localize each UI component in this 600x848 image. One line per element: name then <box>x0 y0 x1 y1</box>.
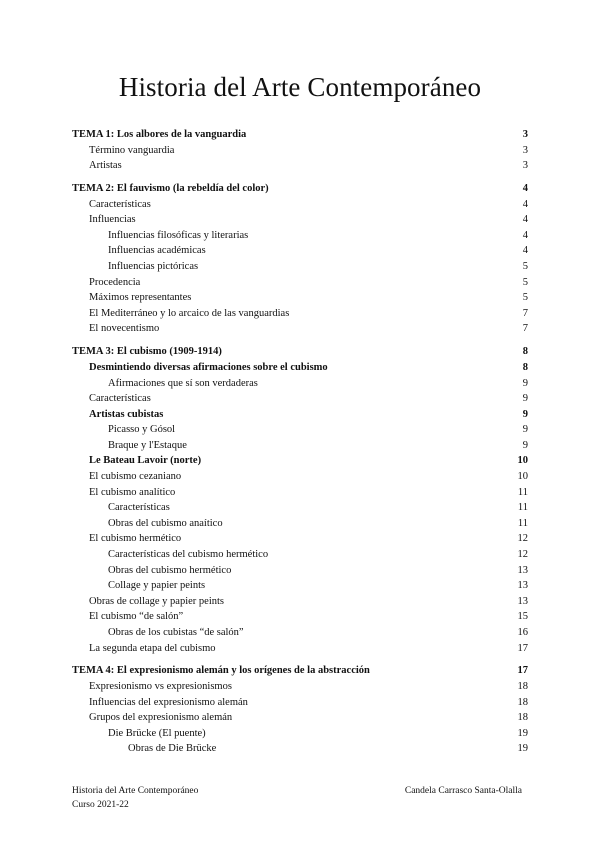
toc-entry-title: TEMA 2: El fauvismo (la rebeldía del color) <box>72 183 269 195</box>
toc-entry-title: TEMA 3: El cubismo (1909-1914) <box>72 346 222 358</box>
toc-entry-page-number: 4 <box>522 214 528 226</box>
toc-entry-title: El cubismo analítico <box>89 486 176 498</box>
toc-entry-page-number: 11 <box>517 517 528 529</box>
toc-entry-page-number: 10 <box>517 471 528 483</box>
toc-entry-title: Afirmaciones que sí son verdaderas <box>108 377 258 389</box>
toc-entry-title: El Mediterráneo y lo arcaico de las vanguardias <box>89 307 290 319</box>
toc-entry[interactable] <box>72 695 528 711</box>
toc-entry-page-number: 11 <box>517 502 528 514</box>
toc-chapter-entry[interactable] <box>72 181 528 197</box>
toc-entry[interactable] <box>72 212 528 228</box>
toc-entry-page-number: 13 <box>517 580 528 592</box>
document-title: Historia del Arte Contemporáneo <box>118 72 482 102</box>
toc-entry-title: Procedencia <box>89 276 141 288</box>
toc-entry-page-number: 10 <box>517 455 528 467</box>
toc-entry-page-number: 5 <box>522 261 528 273</box>
toc-entry-page-number: 13 <box>517 595 528 607</box>
toc-entry[interactable] <box>72 726 528 742</box>
toc-entry-title: Grupos del expresionismo alemán <box>89 712 233 724</box>
toc-entry-page-number: 11 <box>517 486 528 498</box>
toc-entry-title: Término vanguardia <box>89 144 175 156</box>
toc-entry[interactable] <box>72 741 528 757</box>
toc-entry-title: Obras de los cubistas “de salón” <box>108 627 244 638</box>
toc-entry-page-number: 9 <box>522 393 528 405</box>
toc-entry[interactable] <box>72 321 528 337</box>
toc-entry-page-number: 17 <box>517 642 528 654</box>
toc-entry-page-number: 4 <box>522 229 528 241</box>
toc-entry[interactable] <box>72 360 528 376</box>
toc-entry[interactable] <box>72 391 528 407</box>
toc-entry-title: Características <box>108 502 170 514</box>
toc-entry[interactable] <box>72 609 528 625</box>
page-footer <box>72 784 528 812</box>
toc-entry[interactable] <box>72 710 528 726</box>
toc-entry-page-number: 4 <box>522 183 528 195</box>
toc-entry-title: TEMA 4: El expresionismo alemán y los orígenes de la abstracción <box>72 665 370 677</box>
toc-entry[interactable] <box>72 625 528 641</box>
toc-entry-page-number: 7 <box>522 323 528 335</box>
footer-author: Candela Carrasco Santa-Olalla <box>404 786 522 796</box>
toc-entry[interactable] <box>72 547 528 563</box>
toc-entry-page-number: 18 <box>517 712 528 724</box>
toc-entry[interactable] <box>72 422 528 438</box>
toc-entry-title: Le Bateau Lavoir (norte) <box>89 455 202 467</box>
toc-entry-title: La segunda etapa del cubismo <box>89 642 216 654</box>
toc-entry-title: Picasso y Gósol <box>108 424 176 436</box>
toc-entry[interactable] <box>72 469 528 485</box>
toc-entry-title: Desmintiendo diversas afirmaciones sobre el cubismo <box>89 361 328 373</box>
toc-entry-title: Obras de collage y papier peints <box>89 595 224 607</box>
toc-entry-page-number: 13 <box>517 564 528 576</box>
toc-entry-page-number: 17 <box>517 665 528 677</box>
toc-entry-title: TEMA 1: Los albores de la vanguardia <box>72 129 247 140</box>
toc-entry-page-number: 9 <box>522 439 528 451</box>
toc-entry-page-number: 19 <box>517 743 528 755</box>
toc-entry-page-number: 5 <box>522 292 528 304</box>
footer-course-year: Curso 2021-22 <box>72 800 129 810</box>
toc-entry-page-number: 5 <box>522 276 528 288</box>
toc-entry-title: El cubismo cezaniano <box>89 471 182 483</box>
toc-entry-title: Características <box>89 198 151 210</box>
toc-entry[interactable] <box>72 259 528 275</box>
toc-entry-title: Influencias filosóficas y literarias <box>108 229 249 241</box>
toc-entry[interactable] <box>72 275 528 291</box>
toc-entry-page-number: 18 <box>517 681 528 693</box>
toc-entry-title: Die Brücke (El puente) <box>108 727 206 739</box>
toc-entry-page-number: 12 <box>517 549 528 561</box>
toc-entry-title: Influencias del expresionismo alemán <box>89 696 248 708</box>
toc-entry-title: Influencias <box>89 214 136 226</box>
toc-entry-title: Collage y papier peints <box>108 580 206 592</box>
toc-entry-page-number: 3 <box>522 144 528 156</box>
toc-entry[interactable] <box>72 641 528 657</box>
toc-entry-page-number: 4 <box>522 245 528 257</box>
toc-entry-title: Máximos representantes <box>89 292 192 304</box>
toc-entry-page-number: 4 <box>522 198 528 210</box>
toc-entry[interactable] <box>72 243 528 259</box>
toc-entry-page-number: 15 <box>517 611 528 623</box>
toc-entry-page-number: 3 <box>522 160 528 172</box>
toc-entry-page-number: 9 <box>522 377 528 389</box>
toc-entry[interactable] <box>72 407 528 423</box>
toc-entry-title: Obras del cubismo anaítico <box>108 517 223 529</box>
toc-entry-title: Características <box>89 393 151 405</box>
toc-entry-title: Características del cubismo hermético <box>108 549 269 561</box>
toc-entry-title: Influencias pictóricas <box>108 261 199 273</box>
toc-entry-page-number: 12 <box>517 533 528 545</box>
toc-entry-title: Obras de Die Brücke <box>128 743 217 755</box>
toc-entry-title: El cubismo hermético <box>89 533 182 545</box>
toc-entry[interactable] <box>72 485 528 501</box>
toc-entry[interactable] <box>72 679 528 695</box>
toc-entry[interactable] <box>72 228 528 244</box>
toc-entry[interactable] <box>72 531 528 547</box>
toc-entry[interactable] <box>72 578 528 594</box>
toc-entry[interactable] <box>72 143 528 159</box>
toc-entry-page-number: 3 <box>522 129 528 140</box>
toc-entry-page-number: 8 <box>522 361 528 373</box>
toc-entry[interactable] <box>72 290 528 306</box>
toc-entry-page-number: 9 <box>522 408 528 420</box>
toc-entry[interactable] <box>72 158 528 174</box>
toc-entry[interactable] <box>72 594 528 610</box>
toc-entry-page-number: 16 <box>517 627 528 638</box>
toc-chapter-entry[interactable] <box>72 127 528 143</box>
toc-entry-title: Artistas <box>89 160 122 172</box>
toc-entry-page-number: 19 <box>517 727 528 739</box>
toc-entry[interactable] <box>72 563 528 579</box>
toc-entry-title: Expresionismo vs expresionismos <box>89 681 232 693</box>
table-of-contents <box>72 127 528 757</box>
toc-entry-title: El novecentismo <box>89 323 160 335</box>
toc-entry-title: Braque y l'Estaque <box>108 439 187 451</box>
toc-entry[interactable] <box>72 516 528 532</box>
toc-entry[interactable] <box>72 376 528 392</box>
toc-entry-page-number: 7 <box>522 307 528 319</box>
toc-entry[interactable] <box>72 438 528 454</box>
footer-course-title: Historia del Arte Contemporáneo <box>72 786 199 796</box>
toc-entry[interactable] <box>72 453 528 469</box>
toc-entry-title: Artistas cubistas <box>89 408 164 420</box>
toc-entry[interactable] <box>72 197 528 213</box>
toc-entry-title: El cubismo “de salón” <box>89 611 184 623</box>
toc-entry[interactable] <box>72 500 528 516</box>
toc-entry-page-number: 18 <box>517 696 528 708</box>
toc-entry[interactable] <box>72 306 528 322</box>
toc-chapter-entry[interactable] <box>72 663 528 679</box>
toc-entry-title: Influencias académicas <box>108 245 206 257</box>
toc-entry-page-number: 9 <box>522 424 528 436</box>
toc-entry-page-number: 8 <box>522 346 528 358</box>
toc-entry-title: Obras del cubismo hermético <box>108 564 232 576</box>
toc-chapter-entry[interactable] <box>72 344 528 360</box>
